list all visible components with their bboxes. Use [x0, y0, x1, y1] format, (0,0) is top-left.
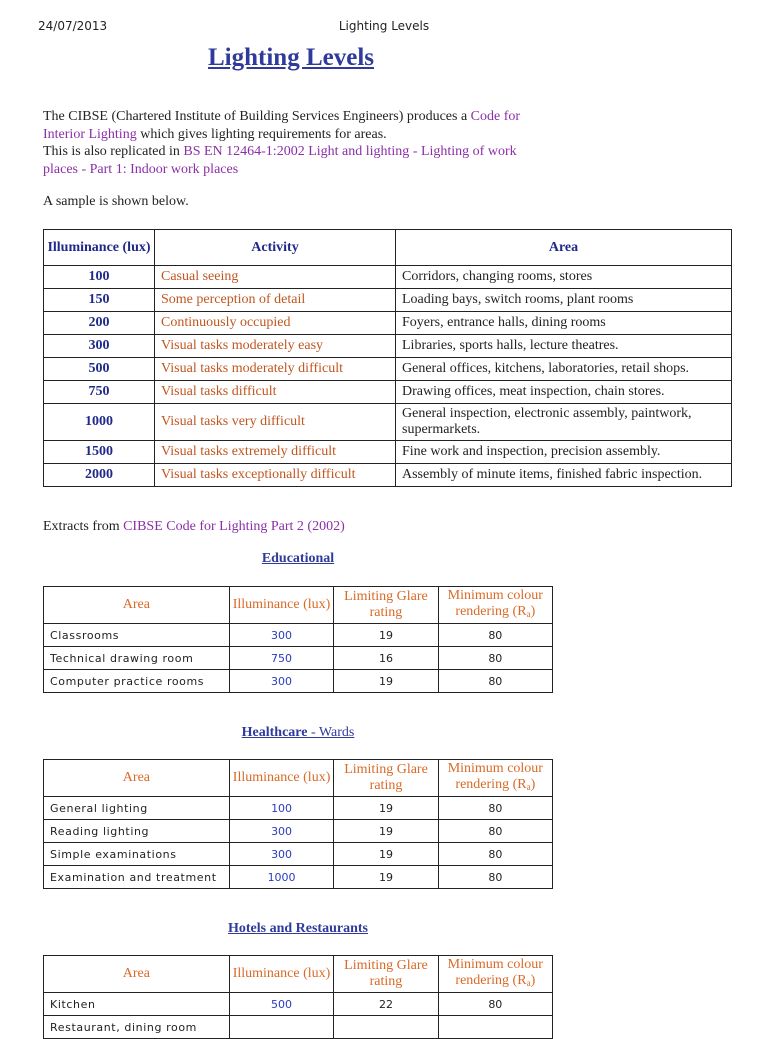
lux-cell: 300: [229, 624, 334, 647]
table-row: [44, 820, 553, 843]
header-area: Area: [396, 230, 732, 266]
activity-cell: Visual tasks very difficult: [155, 404, 396, 441]
intro-text: The CIBSE (Chartered Institute of Building Services Engineers) produces a: [43, 109, 471, 124]
glare-cell: 19: [334, 866, 438, 889]
header-illuminance: Illuminance (lux): [44, 230, 155, 266]
cri-cell: 80: [438, 624, 552, 647]
lux-cell: 1000: [229, 866, 334, 889]
table-header-row: [44, 956, 553, 993]
cri-cell: 80: [438, 670, 552, 693]
activity-cell: Visual tasks moderately easy: [155, 335, 396, 358]
header-area: Area: [44, 587, 230, 624]
area-cell: General offices, kitchens, laboratories, retail shops.: [396, 358, 732, 381]
table-row: [44, 670, 553, 693]
glare-cell: 16: [334, 647, 438, 670]
lux-cell: 1500: [44, 441, 155, 464]
table-row: [44, 404, 732, 441]
table-row: [44, 647, 553, 670]
extracts-text: Extracts from: [43, 519, 124, 534]
header-illuminance: Illuminance (lux): [229, 956, 334, 993]
activity-cell: Visual tasks difficult: [155, 381, 396, 404]
header-area: Area: [44, 956, 230, 993]
header-colour-rendering: Minimum colour rendering (Ra): [438, 956, 552, 993]
lux-cell: 100: [44, 266, 155, 289]
area-cell: Fine work and inspection, precision assembly.: [396, 441, 732, 464]
table-header-row: [44, 587, 553, 624]
table-row: [44, 843, 553, 866]
table-row: [44, 312, 732, 335]
intro-text: which gives lighting requirements for areas.: [136, 126, 387, 142]
glare-cell: 19: [334, 670, 438, 693]
header-glare: Limiting Glare rating: [334, 760, 438, 797]
activity-cell: Casual seeing: [155, 266, 396, 289]
table-row: [44, 797, 553, 820]
bs-en-12464-link[interactable]: BS EN 12464-1:2002 Light and lighting - Lighting of work places - Part 1: Indoor work places: [43, 144, 517, 177]
area-cell: Reading lighting: [44, 820, 230, 843]
lux-cell: 500: [229, 993, 334, 1016]
table-row: [44, 464, 732, 487]
healthcare-heading[interactable]: Healthcare - Wards: [241, 725, 355, 740]
area-cell: Simple examinations: [44, 843, 230, 866]
table-header-row: [44, 230, 732, 266]
lux-cell: 300: [229, 670, 334, 693]
glare-cell: 22: [334, 993, 438, 1016]
area-cell: General inspection, electronic assembly, paintwork, supermarkets.: [396, 404, 732, 441]
table-row: [44, 335, 732, 358]
hotels-heading[interactable]: Hotels and Restaurants: [227, 921, 368, 936]
header-activity: Activity: [155, 230, 396, 266]
activity-cell: Visual tasks moderately difficult: [155, 358, 396, 381]
table-row: [44, 624, 553, 647]
cri-cell: 80: [438, 820, 552, 843]
cibse-code-part2-link[interactable]: CIBSE Code for Lighting Part 2 (2002): [123, 519, 345, 534]
table-row: [44, 866, 553, 889]
area-cell: General lighting: [44, 797, 230, 820]
lux-cell: 750: [44, 381, 155, 404]
glare-cell: 19: [334, 843, 438, 866]
area-cell: Libraries, sports halls, lecture theatres.: [396, 335, 732, 358]
header-date: 24/07/2013: [38, 19, 108, 33]
header-illuminance: Illuminance (lux): [229, 760, 334, 797]
area-cell: Examination and treatment: [44, 866, 230, 889]
table-row: [44, 993, 553, 1016]
header-colour-rendering: Minimum colour rendering (Ra): [438, 587, 552, 624]
lux-cell: 200: [44, 312, 155, 335]
table-row: [44, 289, 732, 312]
activity-cell: Visual tasks extremely difficult: [155, 441, 396, 464]
extracts-line: [43, 519, 345, 535]
header-area: Area: [44, 760, 230, 797]
table-row: [44, 266, 732, 289]
lux-cell: 100: [229, 797, 334, 820]
activity-cell: Continuously occupied: [155, 312, 396, 335]
activity-cell: Some perception of detail: [155, 289, 396, 312]
educational-table: [43, 586, 553, 693]
lux-cell: 2000: [44, 464, 155, 487]
activity-cell: Visual tasks exceptionally difficult: [155, 464, 396, 487]
header-title: Lighting Levels: [338, 19, 430, 33]
page-title: Lighting Levels: [208, 44, 374, 71]
lux-cell: 1000: [44, 404, 155, 441]
lux-cell: 750: [229, 647, 334, 670]
intro-text: This is also replicated in: [43, 144, 184, 159]
healthcare-table: [43, 759, 553, 889]
hotels-table: [43, 955, 553, 1039]
lux-cell: 300: [229, 843, 334, 866]
sample-text: A sample is shown below.: [43, 194, 189, 209]
intro-paragraph: [43, 108, 553, 178]
area-cell: Corridors, changing rooms, stores: [396, 266, 732, 289]
table-row: [44, 358, 732, 381]
header-glare: Limiting Glare rating: [334, 587, 438, 624]
code-for-interior-lighting-link[interactable]: Code for Interior Lighting: [43, 109, 521, 142]
table-row: [44, 381, 732, 404]
glare-cell: 19: [334, 624, 438, 647]
area-cell: Kitchen: [44, 993, 230, 1016]
main-lighting-table: [43, 229, 732, 487]
header-glare: Limiting Glare rating: [334, 956, 438, 993]
header-illuminance: Illuminance (lux): [229, 587, 334, 624]
cri-cell: 80: [438, 843, 552, 866]
area-cell: Classrooms: [44, 624, 230, 647]
table-header-row: [44, 760, 553, 797]
glare-cell: 19: [334, 797, 438, 820]
table-row: [44, 1016, 553, 1039]
lux-cell: 150: [44, 289, 155, 312]
table-row: [44, 441, 732, 464]
cri-cell: 80: [438, 797, 552, 820]
lux-cell: 300: [229, 820, 334, 843]
cri-cell: 80: [438, 647, 552, 670]
cri-cell: 80: [438, 866, 552, 889]
area-cell: Technical drawing room: [44, 647, 230, 670]
cri-cell: [438, 1016, 552, 1039]
area-cell: Loading bays, switch rooms, plant rooms: [396, 289, 732, 312]
header-colour-rendering: Minimum colour rendering (Ra): [438, 760, 552, 797]
lux-cell: 500: [44, 358, 155, 381]
lux-cell: [229, 1016, 334, 1039]
area-cell: Foyers, entrance halls, dining rooms: [396, 312, 732, 335]
area-cell: Restaurant, dining room: [44, 1016, 230, 1039]
area-cell: Drawing offices, meat inspection, chain stores.: [396, 381, 732, 404]
educational-heading[interactable]: Educational: [261, 551, 335, 566]
glare-cell: 19: [334, 820, 438, 843]
glare-cell: [334, 1016, 438, 1039]
area-cell: Computer practice rooms: [44, 670, 230, 693]
cri-cell: 80: [438, 993, 552, 1016]
lux-cell: 300: [44, 335, 155, 358]
area-cell: Assembly of minute items, finished fabric inspection.: [396, 464, 732, 487]
